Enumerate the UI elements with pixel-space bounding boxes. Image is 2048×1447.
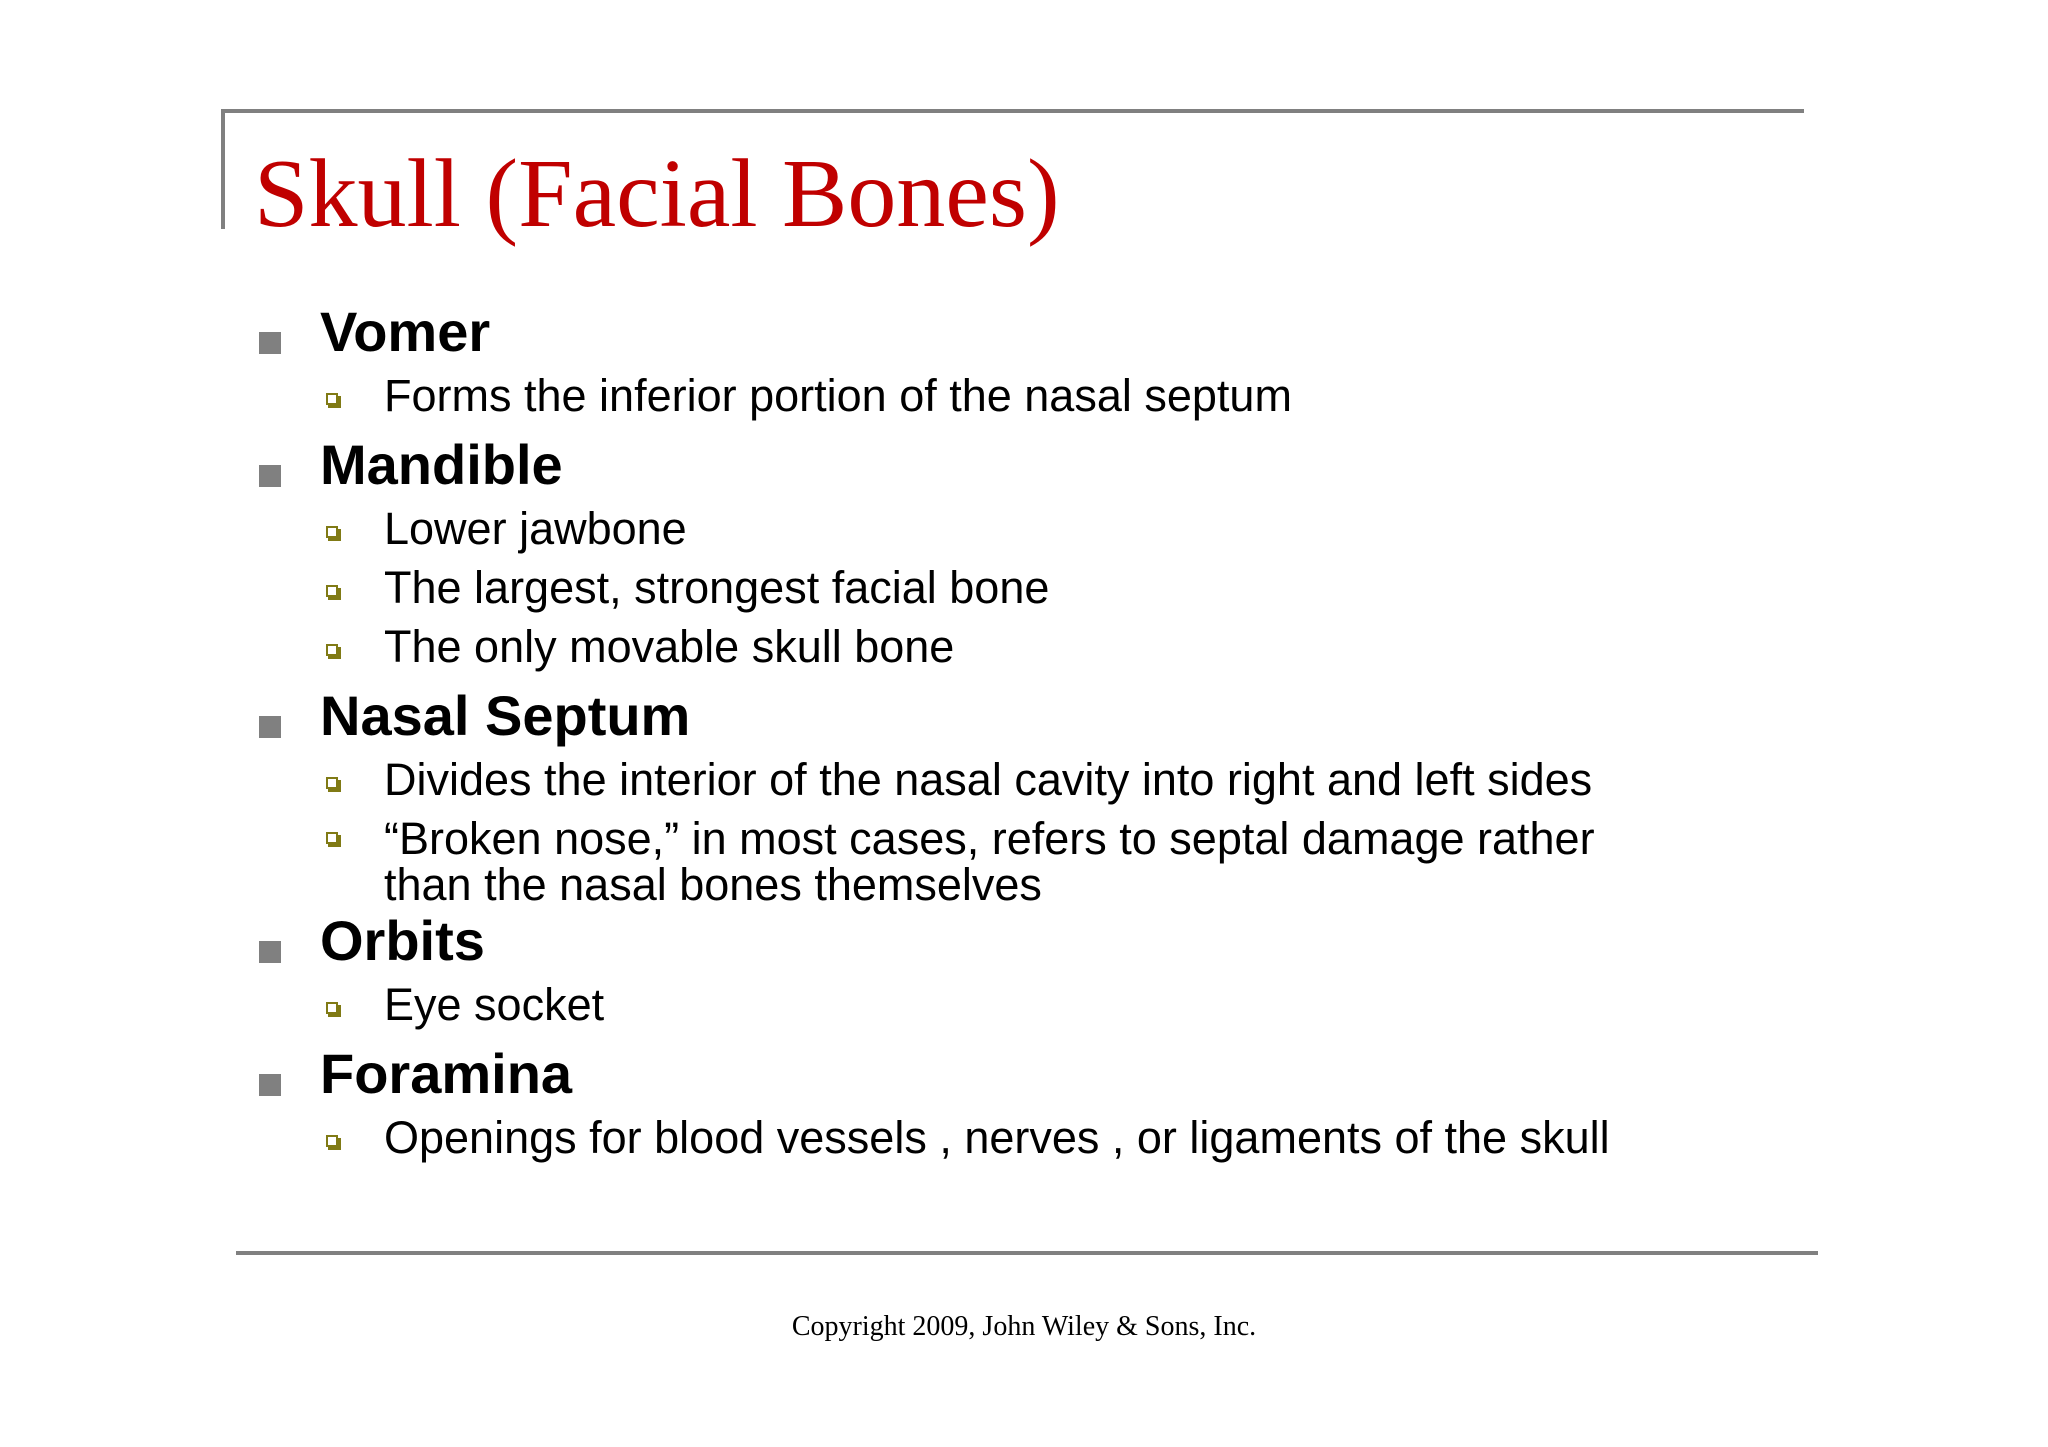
left-rule	[221, 109, 225, 229]
topic-heading-label: Vomer	[320, 300, 491, 363]
square-bullet-icon	[259, 941, 281, 963]
sub-point-text: Divides the interior of the nasal cavity into right and left sides	[384, 754, 1593, 805]
sub-point	[255, 1108, 1815, 1167]
sub-point	[255, 750, 1815, 809]
sub-point-text-continued: than the nasal bones themselves	[384, 859, 1042, 910]
box-bullet-icon	[326, 393, 338, 405]
topic-nasal-septum	[255, 682, 1815, 910]
square-bullet-icon	[259, 716, 281, 738]
box-bullet-icon	[326, 526, 338, 538]
sub-point-text: The only movable skull bone	[384, 621, 955, 672]
sub-point-text: Openings for blood vessels , nerves , or ligaments of the skull	[384, 1112, 1610, 1163]
topic-mandible	[255, 431, 1815, 676]
topic-heading-label: Nasal Septum	[320, 684, 691, 747]
copyright-footer: Copyright 2009, John Wiley & Sons, Inc.	[791, 1311, 1257, 1342]
topic-heading	[255, 907, 1815, 975]
topic-heading	[255, 431, 1815, 499]
top-rule	[221, 109, 1804, 113]
sub-point-text: Forms the inferior portion of the nasal septum	[384, 370, 1292, 421]
square-bullet-icon	[259, 1074, 281, 1096]
box-bullet-icon	[326, 777, 338, 789]
slide-title: Skull (Facial Bones)	[254, 140, 1060, 248]
box-bullet-icon	[326, 1135, 338, 1147]
sub-point	[255, 809, 1815, 910]
sub-point	[255, 499, 1815, 558]
topic-heading-label: Mandible	[320, 433, 563, 496]
sub-point-text: Eye socket	[384, 979, 605, 1030]
sub-point	[255, 366, 1815, 425]
topic-heading-label: Foramina	[320, 1042, 573, 1105]
bottom-rule	[236, 1251, 1818, 1255]
box-bullet-icon	[326, 644, 338, 656]
topic-heading	[255, 298, 1815, 366]
sub-point	[255, 558, 1815, 617]
topic-heading-label: Orbits	[320, 909, 485, 972]
sub-point	[255, 617, 1815, 676]
topic-foramina	[255, 1040, 1815, 1167]
topic-vomer	[255, 298, 1815, 425]
box-bullet-icon	[326, 832, 338, 844]
topic-heading	[255, 682, 1815, 750]
topic-orbits	[255, 907, 1815, 1034]
square-bullet-icon	[259, 332, 281, 354]
square-bullet-icon	[259, 465, 281, 487]
topic-heading	[255, 1040, 1815, 1108]
sub-point	[255, 975, 1815, 1034]
sub-point-text: “Broken nose,” in most cases, refers to septal damage rather	[384, 813, 1595, 864]
sub-point-text: Lower jawbone	[384, 503, 687, 554]
box-bullet-icon	[326, 1002, 338, 1014]
box-bullet-icon	[326, 585, 338, 597]
bullet-list	[255, 298, 1815, 1167]
sub-point-text: The largest, strongest facial bone	[384, 562, 1050, 613]
